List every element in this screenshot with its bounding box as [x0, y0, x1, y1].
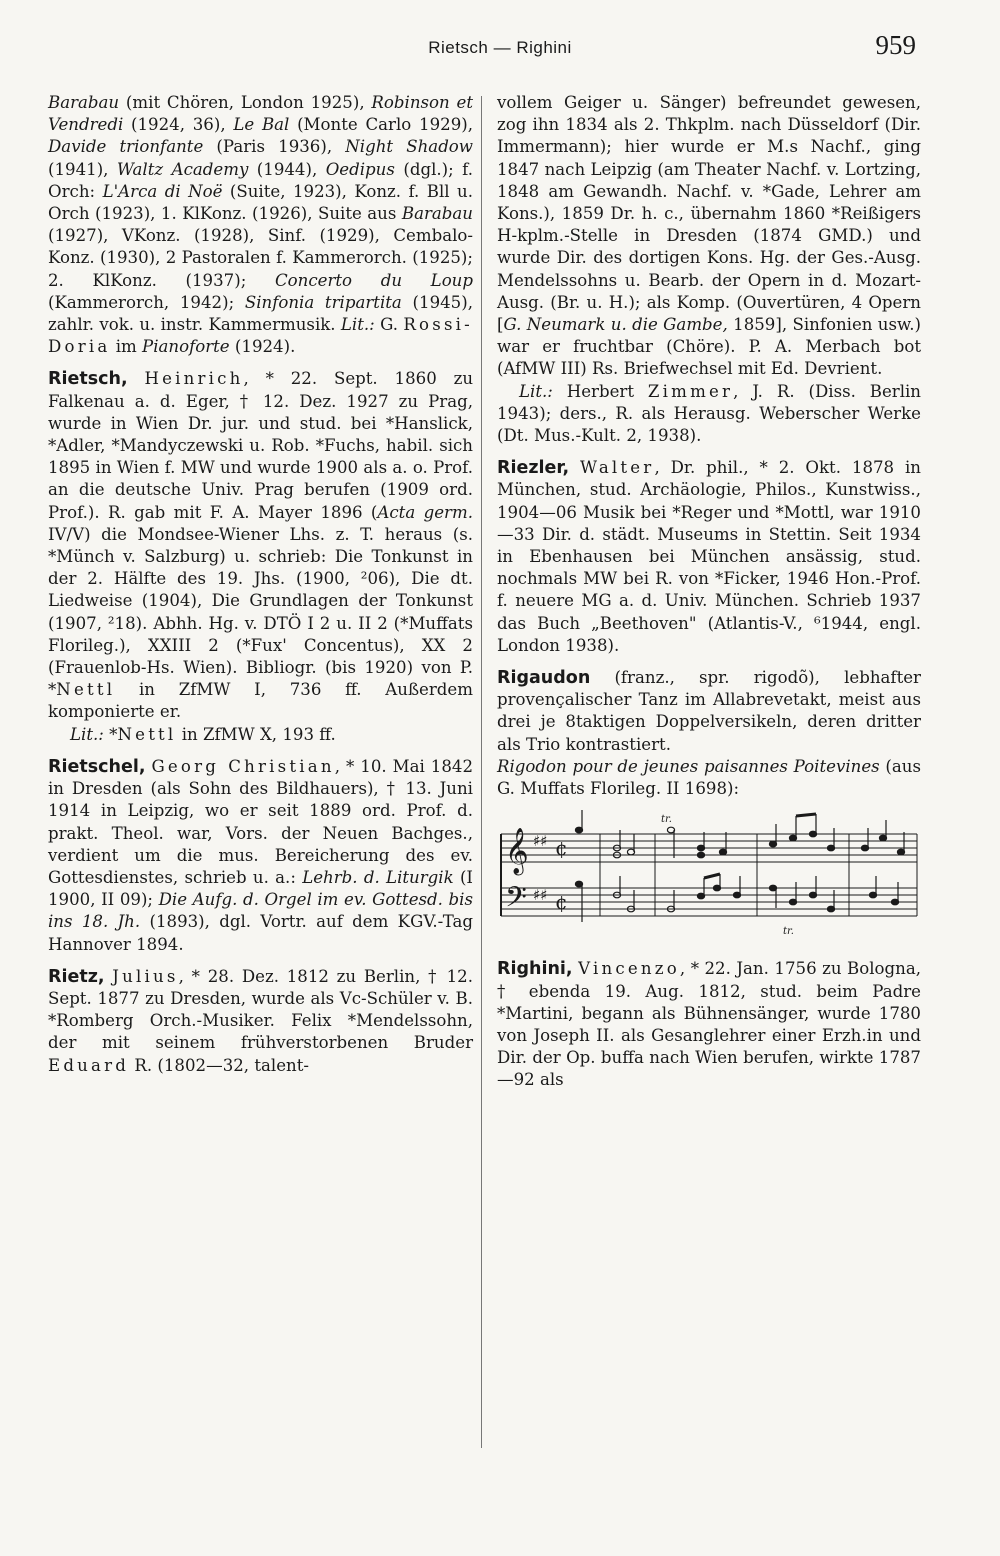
- spaced-name: Nettl: [117, 724, 177, 744]
- italic-title: Concerto du Loup: [274, 270, 473, 290]
- headword: Righini,: [497, 959, 573, 980]
- text-run: 1859], Sinfonien usw.) war er fruchtbar (Chöre). P. A. Merbach bot (AfMW III) Rs. Briefwechsel mit Ed. Devrient.: [497, 315, 921, 379]
- spaced-name: Walter: [580, 458, 655, 478]
- svg-text:♯♯: ♯♯: [533, 832, 548, 851]
- entry-righini: [497, 958, 921, 1091]
- italic-title: Oedipus: [325, 159, 395, 179]
- trill-mark: tr.: [661, 814, 672, 826]
- headword: Riezler,: [497, 458, 570, 479]
- spaced-name: Eduard: [48, 1055, 130, 1075]
- text-run: (Paris 1936),: [203, 137, 346, 157]
- spaced-name: Rossi-Doria: [48, 315, 473, 357]
- column-divider: [481, 96, 482, 1448]
- text-run: (dgl.); f. Orch:: [48, 159, 473, 201]
- headword: Rigaudon: [497, 668, 591, 689]
- rigaudon-example-caption: [497, 756, 921, 800]
- text-run: R. (1802—32, talent-: [129, 1055, 310, 1075]
- italic-title: Lit.:: [519, 381, 553, 401]
- text-run: (1945), zahlr. vok. u. instr. Kammermusik.: [48, 292, 473, 335]
- text-run: , J. R. (Diss. Berlin 1943); ders., R. als Herausg. Weberscher Werke (Dt. Mus.-Kult. 2, 1938).: [497, 381, 921, 446]
- spaced-name: Vincenzo: [578, 959, 680, 979]
- svg-text:𝄞: 𝄞: [505, 828, 529, 875]
- text-run: , * 28. Dez. 1812 zu Berlin, † 12. Sept. 1877 zu Dresden, wurde als Vc-Schüler v. B. *Romberg Orch.-Musiker. Felix *Mendelssohn, der mit seinem frühverstorbenen Bruder: [48, 966, 474, 1053]
- left-column: [48, 92, 473, 1077]
- entry-rietz-continuation: [497, 92, 921, 381]
- text-run: [128, 369, 145, 388]
- italic-title: Sinfonia tripartita: [244, 292, 402, 312]
- text-run: , * 10. Mai 1842 in Dresden (als Sohn des Bildhauers), † 13. Juni 1914 in Leipzig, wo er seit 1889 ord. Prof. d. prakt. Theol. war, Vors. der Neuen Bachges., verdient um die mus. Bereicherung des ev. Gottesdienstes, schrieb u. a.:: [48, 756, 474, 887]
- svg-text:¢: ¢: [555, 890, 568, 915]
- entry-riezler: [497, 457, 921, 657]
- text-run: (Monte Carlo 1929),: [289, 115, 473, 135]
- italic-title: Die Aufg. d. Orgel im ev. Gottesd. bis ins 18. Jh.: [48, 890, 473, 932]
- headword: Rietz,: [48, 966, 105, 987]
- entry-rietz: [48, 966, 473, 1077]
- italic-title: Lehrb. d. Liturgik: [302, 867, 454, 887]
- italic-title: L'Arca di Noë: [102, 181, 223, 201]
- text-run: (Kammerorch, 1942);: [48, 292, 245, 312]
- italic-title: Davide trionfante: [48, 137, 204, 157]
- entry-rieti-continuation: [48, 92, 473, 358]
- text-run: (1924, 36),: [123, 115, 234, 135]
- text-run: *: [103, 724, 118, 744]
- text-run: im: [110, 337, 143, 357]
- text-run: , * 22. Jan. 1756 zu Bologna, † ebenda 19. Aug. 1812, stud. beim Padre *Martini, begann als Bühnensänger, wurde 1780 von Joseph II. als Gesanglehrer einer Erzh.in und Dir. der Op. buffa nach Wien berufen, wirkte 1787—92 als: [497, 959, 922, 1090]
- spaced-name: Heinrich: [144, 369, 244, 389]
- spaced-name: Georg Christian: [151, 756, 335, 776]
- entry-rietz-literature: [497, 381, 921, 448]
- text-run: (1893), dgl. Vortr. auf dem KGV.-Tag Hannover 1894.: [48, 912, 473, 954]
- spaced-name: Julius: [112, 966, 179, 986]
- italic-title: Acta germ.: [377, 502, 473, 522]
- text-run: (1927), VKonz. (1928), Sinf. (1929), Cembalo-Konz. (1930), 2 Pastoralen f. Kammerorch. (1925); 2. KlKonz. (1937);: [48, 226, 473, 290]
- text-run: G.: [374, 315, 404, 335]
- entry-rietschel: [48, 756, 473, 956]
- text-run: (franz., spr. rigodõ), lebhafter provençalischer Tanz im Allabrevetakt, meist aus drei je 8taktigen Doppelversikeln, deren dritter als Trio kontrastiert.: [497, 668, 921, 754]
- headword: Rietsch,: [48, 369, 128, 390]
- italic-title: Waltz Academy: [116, 159, 249, 179]
- italic-title: Robinson et Vendredi: [48, 93, 473, 135]
- music-example-score: [497, 808, 921, 948]
- spaced-name: Zimmer: [647, 381, 734, 401]
- italic-title: Night Shadow: [345, 137, 474, 157]
- text-run: IV/V) die Mondsee-Wiener Lhs. z. T. heraus (s. *Münch v. Salzburg) u. schrieb: Die Tonkunst in der 2. Hälfte des 19. Jhs. (1900, ²06), Die dt. Liedweise (1904), Die Grundlagen der Tonkunst (1907, ²18). Abhh. Hg. v. DTÖ I 2 u. II 2 (*Muffats Florileg.), XXIII 2 (*Fux' Concentus), XX 2 (Frauenlob-Hs. Wien). Bibliogr. (bis 1920) von P. *: [48, 524, 473, 700]
- page-number: 959: [875, 30, 916, 60]
- italic-title: Lit.:: [70, 724, 104, 744]
- italic-title: Pianoforte: [142, 337, 230, 357]
- text-run: vollem Geiger u. Sänger) befreundet gewesen, zog ihn 1834 als 2. Thkplm. nach Düsseldorf (Dir. Immermann); hier wurde er M.s Nachf., ging 1847 nach Leipzig (am Theater Nachf. v. Lortzing, 1848 am Gewandh. Nachf. v. *Gade, Lehrer am Kons.), 1859 Dr. h. c., übernahm 1860 *Reißigers H-kplm.-Stelle in Dresden (1874 GMD.) und wurde Dir. des dortigen Kons. Hg. der Ges.-Ausg. Mendelssohns u. Bearb. der Opern in d. Mozart-Ausg. (Br. u. H.); als Komp. (Ouvertüren, 4 Opern [: [497, 93, 921, 335]
- svg-text:♯♯: ♯♯: [533, 886, 548, 905]
- italic-title: Le Bal: [233, 115, 290, 135]
- italic-title: Barabau: [48, 93, 120, 112]
- italic-title: Barabau: [401, 204, 473, 224]
- italic-title: G. Neumark u. die Gambe,: [503, 315, 728, 335]
- svg-text:𝄢: 𝄢: [505, 881, 527, 922]
- entry-rigaudon: [497, 667, 921, 756]
- text-run: in ZfMW X, 193 ff.: [176, 724, 336, 744]
- entry-rietsch-literature: [48, 724, 473, 746]
- spaced-name: Nettl: [56, 680, 116, 700]
- text-run: in ZfMW I, 736 ff. Außerdem komponierte er.: [48, 680, 473, 722]
- running-title: Rietsch — Righini: [428, 38, 572, 57]
- text-run: , Dr. phil., * 2. Okt. 1878 in München, stud. Archäologie, Philos., Kunstwiss., 1904—06 Musik bei *Reger und *Mottl, war 1910—33 Dir. d. städt. Museums in Stettin. Seit 1934 in Ebenhausen bei München ansässig, stud. nochmals MW bei R. von *Ficker, 1946 Hon.-Prof. f. neuere MG a. d. Univ. München. Schrieb 1937 das Buch „Beethoven" (Atlantis-V., ⁶1944, engl. London 1938).: [497, 458, 921, 655]
- text-run: (1944),: [248, 159, 326, 179]
- text-run: (aus G. Muffats Florileg. II 1698):: [497, 756, 921, 799]
- text-run: Herbert: [552, 381, 648, 401]
- text-run: (Suite, 1923), Konz. f. Bll u. Orch (1923), 1. KlKonz. (1926), Suite aus: [48, 181, 473, 224]
- entry-rietsch: [48, 368, 473, 723]
- right-column: [497, 92, 921, 1092]
- text-run: (mit Chören, London 1925),: [119, 93, 372, 112]
- text-run: , * 22. Sept. 1860 zu Falkenau a. d. Eger, † 12. Dez. 1927 zu Prag, wurde in Wien Dr. jur. und stud. bei *Hanslick, *Adler, *Mandyczewski u. Rob. *Fuchs, habil. sich 1895 in Wien f. MW und wurde 1900 als a. o. Prof. an die deutsche Univ. Prag berufen (1909 ord. Prof.). R. gab mit F. A. Mayer 1896 (: [48, 369, 474, 522]
- headword: Rietschel,: [48, 756, 146, 777]
- text-run: (1941),: [48, 159, 117, 179]
- text-run: (I 1900, II 09);: [48, 867, 473, 910]
- text-run: (1924).: [229, 337, 296, 357]
- svg-text:¢: ¢: [555, 836, 568, 861]
- trill-mark: tr.: [783, 926, 794, 938]
- italic-title: Lit.:: [340, 315, 375, 335]
- italic-title: Rigodon pour de jeunes paisannes Poitevines: [497, 756, 880, 776]
- text-run: [569, 458, 580, 477]
